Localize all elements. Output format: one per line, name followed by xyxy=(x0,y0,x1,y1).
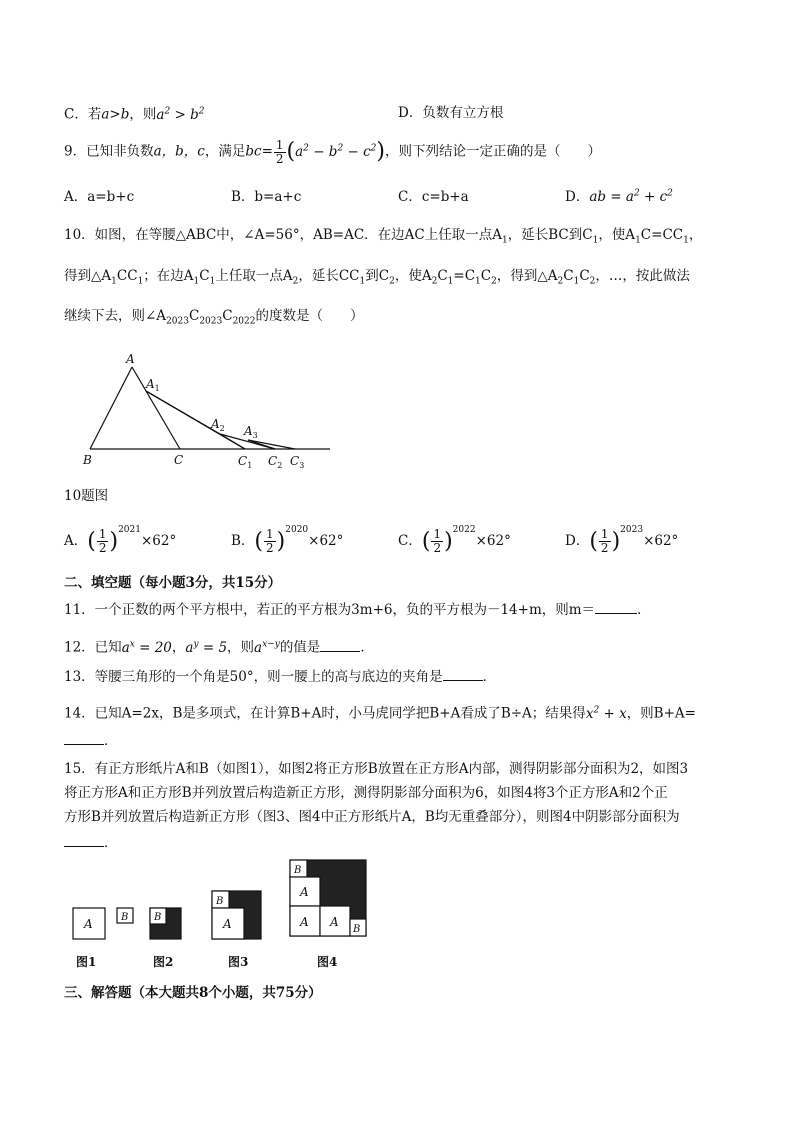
q11-text: 11．一个正数的两个平方根中，若正的平方根为3m+6，负的平方根为－14+m，则m＝ xyxy=(64,602,596,618)
q14-expr: $x^2 + x$ xyxy=(585,705,627,722)
q10-l2-a: 得到△A xyxy=(64,268,112,284)
q9-stem: 9．已知非负数a，b，c，满足bc= $\frac{1}{2}$ $(a^2 - b^2 - c^2)$，则下列结论一定正确的是（ ） xyxy=(64,137,601,166)
fig4-label-a1: A xyxy=(300,885,309,899)
label-c2: $C_2$ xyxy=(268,454,283,470)
q14-pre: 14．已知A=2x，B是多项式，在计算B+A时，小马虎同学把B+A看成了B÷A；结果得 xyxy=(64,705,586,722)
a-squared: $a^2 > b^2$ xyxy=(156,106,205,123)
q10-opt-tail: ×62° xyxy=(308,533,344,549)
q10-l3-b: C xyxy=(188,308,200,324)
q10-opt-exp: 2023 xyxy=(620,524,644,535)
q10-triangle-figure xyxy=(80,348,340,473)
q9-pre: 9．已知非负数 xyxy=(64,143,154,160)
label-a2: $A_2$ xyxy=(211,417,225,433)
section3-title: 三、解答题（本大题共8个小题，共75分） xyxy=(64,985,322,1001)
q10-l2-f: ，延长CC xyxy=(298,268,360,284)
q10-sub2: 2023 xyxy=(199,316,223,327)
q10-cc1: $C_1$ xyxy=(127,268,144,287)
q10-l3-c: C xyxy=(222,308,233,324)
label-c3: $C_3$ xyxy=(290,454,305,470)
q8-option-c xyxy=(64,101,204,125)
q10-line3 xyxy=(64,306,363,332)
q10-opt-label: B． xyxy=(231,533,255,549)
q10-opt-exp: 2021 xyxy=(118,524,141,535)
fig1-label-a: A xyxy=(84,917,93,931)
q9-mid: ，满足 xyxy=(204,143,246,160)
side-ab xyxy=(90,367,132,449)
seg-a1a2 xyxy=(146,391,220,434)
q12-ay: $a^y = 5$ xyxy=(185,639,228,656)
fraction-half xyxy=(274,139,286,166)
label-c: C xyxy=(174,453,184,467)
q9-option-d xyxy=(565,185,673,205)
q12-tail: 的值是 xyxy=(279,639,321,656)
q15-l3: 方形B并列放置后构造新正方形（图3、图4中正方形纸片A，B均无重叠部分），则图4中阴影部分面积为 xyxy=(64,809,680,825)
then-text: ，则 xyxy=(129,106,157,123)
label-c1: $C_1$ xyxy=(238,454,253,470)
label-a: A xyxy=(126,352,135,366)
q10-fig-caption: 10题图 xyxy=(64,488,109,504)
q10-l2-i: C xyxy=(437,268,448,284)
fig3-label-b: B xyxy=(216,896,224,907)
q10-line2: 得到$\triangle A_1CC_1$；在边$A_1C_1$上任取一点$A_2$，延长$CC_1$到$C_2$，使$A_2C_1=C_1C_2$，得到$\triangle A_2C_1C_2$，…，按此做法 xyxy=(64,268,690,287)
q10-opt-tail: ×62° xyxy=(140,533,177,549)
q10-line1: 10．如图，在等腰△ABC中，∠A=56°，AB=AC．在边AC上任取一点$A_1$，延长BC到$C_1$，使$A_1C=CC_1$， xyxy=(64,227,703,246)
q9-post: ，则下列结论一定正确的是（ ） xyxy=(384,143,601,160)
q10-l2-h: ，使A xyxy=(394,268,432,284)
fig1-label-b: B xyxy=(121,912,129,923)
q10-l2-e: 上任取一点A xyxy=(215,268,293,284)
q10-opt-exp: 2020 xyxy=(285,524,309,535)
fig4-label-b1: B xyxy=(294,865,302,876)
q15-blank[interactable] xyxy=(64,832,104,847)
q10-opt-label: C． xyxy=(398,533,422,549)
q11: 11．一个正数的两个平方根中，若正的平方根为3m+6，负的平方根为－14+m，则m＝ ． xyxy=(64,599,651,620)
q12-pre: 12．已知 xyxy=(64,639,122,656)
q10-option-b: B．( $\frac{1}{2}$ )$^{2020}$×62° xyxy=(231,524,344,555)
q13: 13．等腰三角形的一个角是50°，则一腰上的高与底边的夹角是 ． xyxy=(64,666,496,687)
q9-option-b: B．b=a+c xyxy=(231,189,302,205)
fig4-label-a2: A xyxy=(300,915,309,929)
q12-ax: $a^x = 20$ xyxy=(121,639,172,656)
q10-l2-o: ，…，按此做法 xyxy=(595,268,690,284)
fig3-caption: 图3 xyxy=(228,955,249,969)
q10-l3-a: 继续下去，则∠A xyxy=(64,308,167,324)
q9-option-a: A．a=b+c xyxy=(64,189,135,205)
fig4-caption: 图4 xyxy=(317,955,338,969)
q12-blank[interactable] xyxy=(320,637,360,652)
fig2-label-b: B xyxy=(154,912,162,923)
q15-l2: 将正方形A和正方形B并列放置后构造新正方形，测得阴影部分面积为6，如图4将3个正方形A和2个正 xyxy=(64,785,668,801)
q10-l2-b: C xyxy=(116,268,128,284)
q8-option-d: D．负数有立方根 xyxy=(398,105,504,121)
fig4-label-b2: B xyxy=(353,924,361,935)
label-a3: $A_3$ xyxy=(244,424,258,440)
q10-opt-tail: ×62° xyxy=(643,533,679,549)
q10-opt-tail: ×62° xyxy=(475,533,511,549)
q15-figures xyxy=(66,855,376,945)
fig3-label-a: A xyxy=(223,917,232,931)
q10-opt-label: D． xyxy=(565,533,590,549)
q12-axy: $a^{x-y}$ xyxy=(254,639,280,656)
label-b: B xyxy=(83,453,92,467)
side-ac xyxy=(132,367,180,449)
q10-l2-m: C xyxy=(563,268,574,284)
q10-option-d: D．( $\frac{1}{2}$ )$^{2023}$×62° xyxy=(565,524,679,555)
q9-optd-label: D． xyxy=(565,189,590,205)
q10-l1-b: ，延长BC到C xyxy=(507,227,593,243)
bc-expr: bc xyxy=(245,143,262,160)
q9-expression: $a^2 - b^2 - c^2$ xyxy=(295,143,377,160)
fig4-label-a3: A xyxy=(330,915,339,929)
q10-l1-d: C=CC xyxy=(640,227,684,243)
q12-post: ，则 xyxy=(227,639,255,656)
q14-blank[interactable] xyxy=(64,730,104,745)
q14-line2: ． xyxy=(64,730,118,751)
label-a1: $A_1$ xyxy=(146,377,160,393)
var-b: b xyxy=(120,106,130,123)
q10-l2-c: ；在边A xyxy=(143,268,194,284)
q10-l2-g: 到C xyxy=(365,268,390,284)
q13-blank[interactable] xyxy=(443,666,483,681)
q10-l1-c: ，使A xyxy=(598,227,636,243)
q14-post: ，则B+A= xyxy=(626,705,696,722)
q10-option-c: C．( $\frac{1}{2}$ )$^{2022}$×62° xyxy=(398,524,511,555)
q10-option-a: A．( $\frac{1}{2}$ )$^{2021}$×62° xyxy=(64,524,177,555)
q12: 12．已知$a^x = 20$，$a^y = 5$，则$a^{x-y}$的值是 ． xyxy=(64,634,374,658)
q10-opt-fraction: $\frac{1}{2}$ xyxy=(433,527,442,555)
q10-opt-exp: 2022 xyxy=(452,524,476,535)
q9-option-c: C．c=b+a xyxy=(398,189,469,205)
seg-a2c1 xyxy=(220,434,245,449)
q10-l3-d: 的度数是（ ） xyxy=(255,308,364,324)
gt-sign: > xyxy=(109,106,121,123)
q10-sub1: 2023 xyxy=(166,316,189,327)
q10-l1-a: 10．如图，在等腰△ABC中，∠A=56°，AB=AC．在边AC上任取一点A xyxy=(64,227,502,243)
q11-blank[interactable] xyxy=(595,599,637,614)
q10-l2-n: C xyxy=(579,268,590,284)
q10-opt-label: A． xyxy=(64,533,88,549)
fig2-caption: 图2 xyxy=(153,955,174,969)
section2-title: 二、填空题（每小题3分，共15分） xyxy=(64,575,282,591)
frac-num: 1 xyxy=(275,137,284,152)
q15-l1: 15．有正方形纸片A和B（如图1），如图2将正方形B放置在正方形A内部，测得阴影部分面积为2，如图3 xyxy=(64,761,689,777)
q10-l2-l: ，得到△A xyxy=(496,268,558,284)
q12-mid: ， xyxy=(171,639,186,656)
q8-optc-prefix: C．若 xyxy=(64,106,102,123)
q10-l2-d: C xyxy=(199,268,210,284)
frac-den: 2 xyxy=(275,151,284,166)
q14 xyxy=(64,700,696,724)
q10-sub3: 2022 xyxy=(232,316,256,327)
q10-opt-fraction: $\frac{1}{2}$ xyxy=(98,527,107,555)
q10-l2-k: C xyxy=(480,268,492,284)
q10-l2-j: =C xyxy=(453,268,476,284)
q15-l4: ． xyxy=(64,832,118,853)
q13-text: 13．等腰三角形的一个角是50°，则一腰上的高与底边的夹角是 xyxy=(64,669,443,685)
q9-optd-expr: ab = $a^2 + c^2$ xyxy=(589,188,673,205)
fig1-caption: 图1 xyxy=(76,955,97,969)
q10-opt-fraction: $\frac{1}{2}$ xyxy=(266,527,274,555)
var-a: a xyxy=(101,106,110,123)
q10-opt-fraction: $\frac{1}{2}$ xyxy=(600,527,609,555)
q9-vars: a，b，c xyxy=(153,143,205,160)
